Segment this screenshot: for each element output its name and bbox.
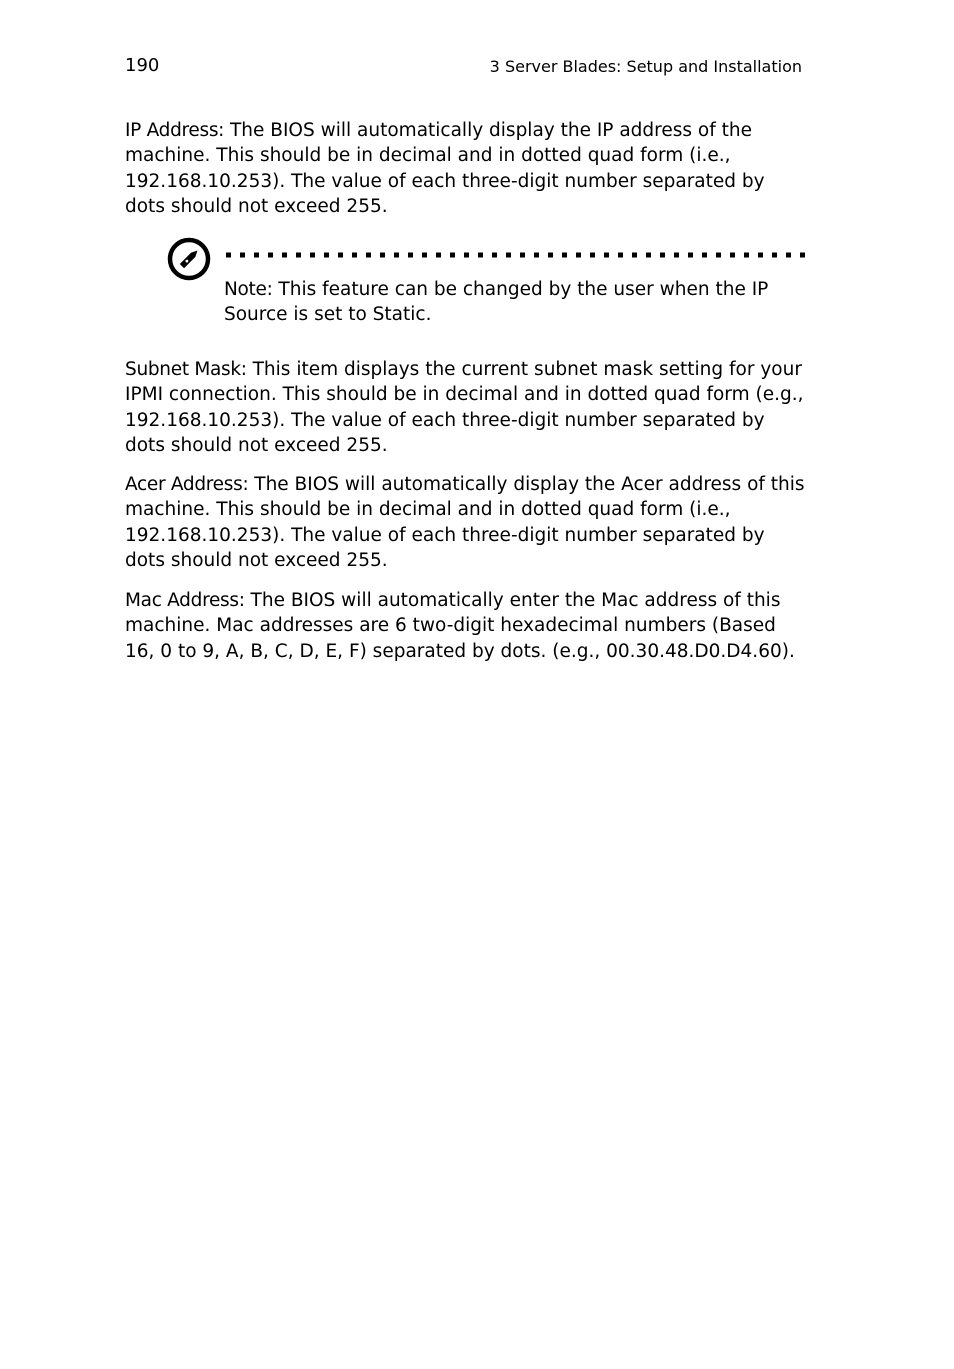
ip-address-description: The BIOS will automatically display the IP address of the machine. This should be in decimal and in dotted quad form (i.e., 192.168.10.253). The value of each three-digit number separated by dots should not exceed 255. xyxy=(125,120,765,217)
note-pen-icon xyxy=(166,236,212,282)
acer-address-paragraph xyxy=(125,472,807,573)
mac-address-description: The BIOS will automatically enter the Mac address of this machine. Mac addresses are 6 two-digit hexadecimal numbers (Based 16, 0 to 9, A, B, C, D, E, F) separated by dots. (e.g., 00.30.48.D0.D4.60). xyxy=(125,590,795,662)
acer-address-term: Acer Address: xyxy=(125,474,249,495)
page-number: 190 xyxy=(125,55,160,76)
subnet-mask-paragraph xyxy=(125,357,807,458)
acer-address-description: The BIOS will automatically display the Acer address of this machine. This should be in decimal and in dotted quad form (i.e., 192.168.10.253). The value of each three-digit number separated by dots should not exceed 255. xyxy=(125,474,805,571)
ip-address-paragraph xyxy=(125,118,807,219)
ip-address-term: IP Address: xyxy=(125,120,225,141)
note-term: Note: xyxy=(224,279,273,300)
note-description: This feature can be changed by the user when the IP Source is set to Static. xyxy=(224,279,769,326)
page-header xyxy=(125,55,802,81)
subnet-mask-term: Subnet Mask: xyxy=(125,359,247,380)
note-paragraph xyxy=(224,277,804,328)
mac-address-term: Mac Address: xyxy=(125,590,245,611)
mac-address-paragraph xyxy=(125,588,807,664)
subnet-mask-description: This item displays the current subnet mask setting for your IPMI connection. This should be in decimal and in dotted quad form (e.g., 192.168.10.253). The value of each three-digit number separated by dots should not exceed 255. xyxy=(125,359,804,456)
note-dotted-divider xyxy=(224,251,810,259)
chapter-title: 3 Server Blades: Setup and Installation xyxy=(489,57,802,76)
